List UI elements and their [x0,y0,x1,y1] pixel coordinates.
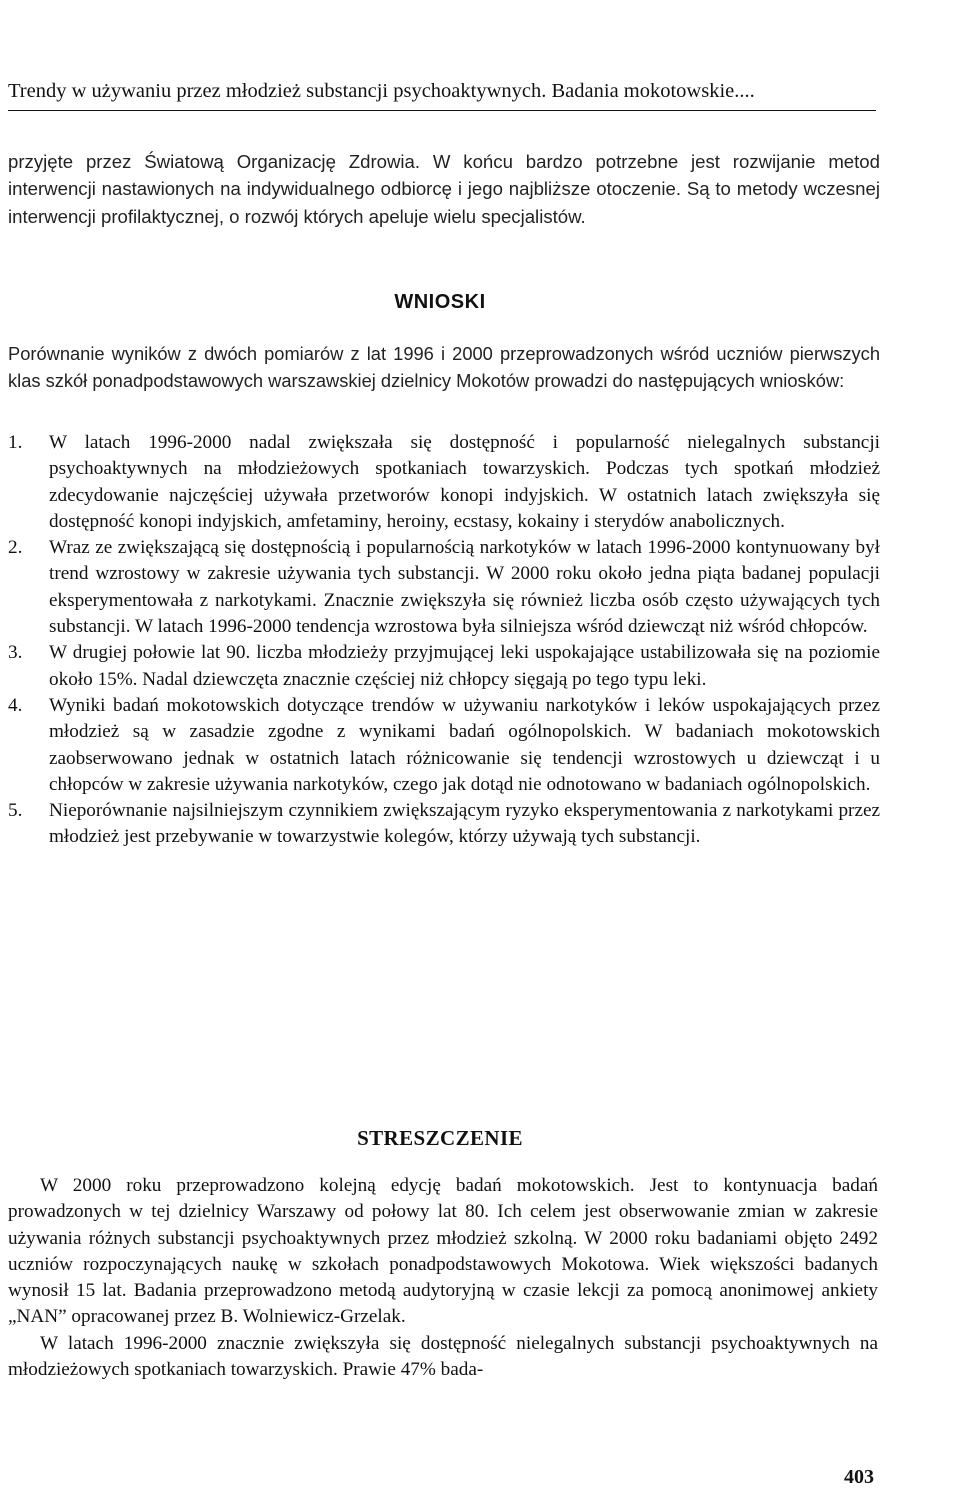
list-item [8,693,880,798]
list-item-text: Wyniki badań mokotowskich dotyczące trendów w używaniu narkotyków i leków uspokajających przez młodzież są w zasadzie zgodne z wynikami badań ogólnopolskich. W badaniach mokotowskich zaobserwowano jednak w ostatnich latach różnicowanie się tendencji wzrostowych u dziewcząt i u chłopców w zakresie używania narkotyków, czego jak dotąd nie odnotowano w badaniach ogólnopolskich. [49,694,880,795]
conclusions-heading: WNIOSKI [394,291,486,313]
list-item [8,430,880,535]
list-item-number: 1. [8,432,23,453]
list-item [8,535,880,640]
page-number: 403 [844,1466,874,1488]
list-item-number: 2. [8,537,23,559]
summary-section [8,1173,878,1383]
running-header: Trendy w używaniu przez młodzież substancji psychoaktywnych. Badania mokotowskie.... [8,78,876,111]
list-item-number: 4. [8,694,23,716]
summary-heading: STRESZCZENIE [357,1126,523,1150]
conclusions-list [8,430,880,851]
list-item-text: Wraz ze zwiększającą się dostępnością i popularnością narkotyków w latach 1996-2000 kontynuowany był trend wzrostowy w zakresie używania tych substancji. W 2000 roku około jedna piąta badanej populacji eksperymentowała z narkotykami. Znacznie zwiększyła się również liczba osób często używających tych substancji. W latach 1996-2000 tendencja wzrostowa była silniejsza wśród dziewcząt niż wśród chłopców. [49,537,880,638]
list-item-text: W drugiej połowie lat 90. liczba młodzieży przyjmującej leki uspokajające ustabilizowała się na poziomie około 15%. Nadal dziewczęta znacznie częściej niż chłopcy sięgają po tego typu leki. [49,642,880,690]
summary-paragraph: W latach 1996-2000 znacznie zwiększyła się dostępność nielegalnych substancji psychoaktywnych na młodzieżowych spotkaniach towarzyskich. Prawie 47% bada- [8,1332,878,1381]
intro-section [8,148,880,230]
list-item-text: W latach 1996-2000 nadal zwiększała się dostępność i popularność nielegalnych substancji psychoaktywnych na młodzieżowych spotkaniach towarzyskich. Podczas tych spotkań młodzież zdecydowanie najczęściej używała przetworów konopi indyjskich. W ostatnich latach zwiększyła się dostępność konopi indyjskich, amfetaminy, heroiny, ecstasy, kokainy i sterydów anabolicznych. [49,432,880,532]
list-item-text: Nieporównanie najsilniejszym czynnikiem zwiększającym ryzyko eksperymentowania z narkotykami przez młodzież jest przebywanie w towarzystwie kolegów, którzy używają tych substancji. [49,800,880,848]
list-item [8,640,880,693]
list-item-number: 5. [8,800,23,822]
list-item-number: 3. [8,642,23,664]
summary-paragraph: W 2000 roku przeprowadzono kolejną edycję badań mokotowskich. Jest to kontynuacja badań prowadzonych w tej dzielnicy Warszawy od połowy lat 80. Ich celem jest obserwowanie zmian w zakresie używania różnych substancji psychoaktywnych przez młodzież szkolną. W 2000 roku badaniami objęto 2492 uczniów rozpoczynających naukę w szkołach ponadpodstawowych Mokotowa. Wiek większości badanych wynosił 15 lat. Badania przeprowadzono metodą audytoryjną w czasie lekcji za pomocą anonimowej ankiety „NAN” opracowanej przez B. Wolniewicz-Grzelak. [8,1175,878,1328]
list-item [8,798,880,851]
intro-paragraph: przyjęte przez Światową Organizację Zdrowia. W końcu bardzo potrzebne jest rozwijanie metod interwencji nastawionych na indywidualnego odbiorcę i jego najbliższe otoczenie. Są to metody wczesnej interwencji profilaktycznej, o rozwój których apeluje wielu specjalistów. [8,151,880,227]
conclusions-lead: Porównanie wyników z dwóch pomiarów z lat 1996 i 2000 przeprowadzonych wśród uczniów pierwszych klas szkół ponadpodstawowych warszawskiej dzielnicy Mokotów prowadzi do następujących wniosków: [8,343,880,392]
